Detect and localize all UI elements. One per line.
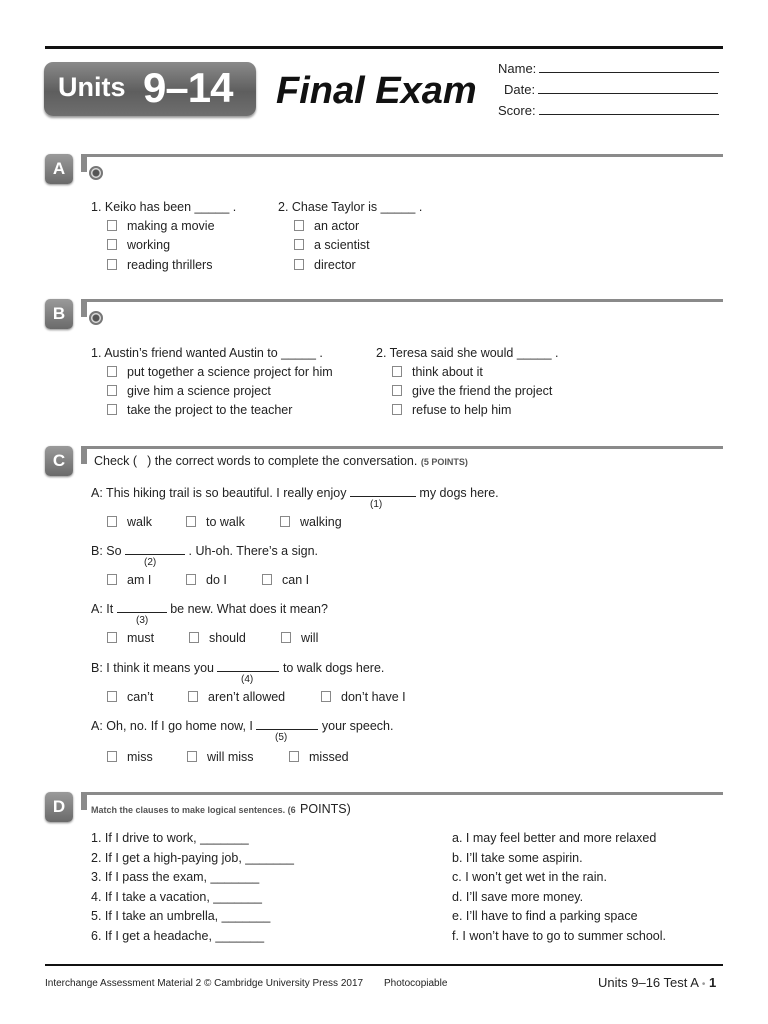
checkbox[interactable] [107, 751, 117, 762]
points-label: (5 POINTS) [420, 457, 468, 467]
section-d-notch [81, 792, 87, 810]
footer-photocopiable: Photocopiable [384, 978, 448, 989]
option[interactable]: walk [107, 515, 152, 529]
checkbox[interactable] [262, 574, 272, 585]
option[interactable]: am I [107, 573, 151, 587]
name-line[interactable] [539, 60, 719, 73]
checkbox[interactable] [289, 751, 299, 762]
blank-number: (3) [136, 615, 149, 626]
blank-number: (4) [241, 674, 254, 685]
option[interactable]: missed [289, 750, 349, 764]
section-a-q2-option[interactable]: a scientist [294, 238, 370, 252]
option[interactable]: must [107, 631, 154, 645]
clause-left: 1. If I drive to work, _______ [91, 831, 249, 845]
clause-right: d. I’ll save more money. [452, 890, 584, 904]
bullet: • [701, 979, 706, 990]
option[interactable]: can’t [107, 690, 153, 704]
audio-icon[interactable] [89, 166, 103, 180]
blank-number: (1) [370, 499, 383, 510]
checkbox[interactable] [107, 632, 117, 643]
section-b-badge: B [45, 299, 73, 329]
checkbox[interactable] [107, 574, 117, 585]
date-field: Date: [504, 81, 718, 97]
checkbox[interactable] [321, 691, 331, 702]
clause-left: 4. If I take a vacation, _______ [91, 890, 262, 904]
section-d-instruction: Match the clauses to make logical sentences. (6 POINTS) [91, 802, 351, 816]
answer-blank[interactable] [256, 717, 318, 730]
section-b-q1-option[interactable]: give him a science project [107, 384, 271, 398]
blank-number: (2) [144, 557, 157, 568]
checkbox[interactable] [107, 385, 117, 396]
section-c-instruction: Check ( ) the correct words to complete the conversation. (5 POINTS) [94, 454, 468, 468]
section-b-q2-option[interactable]: refuse to help him [392, 403, 511, 417]
clause-right: f. I won’t have to go to summer school. [452, 929, 666, 943]
footer-rule [45, 964, 723, 966]
option[interactable]: will [281, 631, 318, 645]
section-b-q2-prompt: 2. Teresa said she would _____ . [376, 346, 559, 360]
checkbox[interactable] [107, 239, 117, 250]
clause-left: 6. If I get a headache, _______ [91, 929, 265, 943]
blank-number: (5) [275, 732, 288, 743]
section-a-q2-prompt: 2. Chase Taylor is _____ . [278, 200, 423, 214]
checkbox[interactable] [280, 516, 290, 527]
section-c-notch [81, 446, 87, 464]
section-b-q2-option[interactable]: think about it [392, 365, 483, 379]
answer-blank[interactable] [125, 542, 185, 555]
section-b-q1-option[interactable]: put together a science project for him [107, 365, 333, 379]
clause-right: c. I won’t get wet in the rain. [452, 870, 607, 884]
section-b-q1-option[interactable]: take the project to the teacher [107, 403, 292, 417]
section-a-q1-option[interactable]: reading thrillers [107, 258, 212, 272]
dialogue-line: A: This hiking trail is so beautiful. I really enjoy my dogs here. [91, 486, 499, 500]
checkbox[interactable] [107, 404, 117, 415]
clause-right: e. I’ll have to find a parking space [452, 909, 638, 923]
option[interactable]: to walk [186, 515, 245, 529]
checkbox[interactable] [392, 404, 402, 415]
date-line[interactable] [538, 81, 718, 94]
checkbox[interactable] [188, 691, 198, 702]
units-range: 9–14 [143, 64, 233, 111]
name-field: Name: [498, 60, 719, 76]
points-label: POINTS) [300, 802, 351, 816]
option[interactable]: can I [262, 573, 309, 587]
dialogue-line: B: So . Uh-oh. There’s a sign. [91, 544, 319, 558]
option[interactable]: do I [186, 573, 227, 587]
section-a-badge: A [45, 154, 73, 184]
section-d-rule [85, 792, 723, 795]
checkbox[interactable] [294, 220, 304, 231]
section-c-rule [85, 446, 723, 449]
section-b-q1-prompt: 1. Austin’s friend wanted Austin to _____ . [91, 346, 323, 360]
option[interactable]: aren’t allowed [188, 690, 285, 704]
checkbox[interactable] [107, 220, 117, 231]
section-a-q1-prompt: 1. Keiko has been _____ . [91, 200, 237, 214]
section-a-notch [81, 154, 87, 172]
checkbox[interactable] [107, 259, 117, 270]
test-label: Units 9–16 Test A [598, 975, 699, 990]
option[interactable]: will miss [187, 750, 254, 764]
footer-copyright: Interchange Assessment Material 2 © Cambridge University Press 2017 [45, 978, 364, 989]
checkbox[interactable] [186, 574, 196, 585]
section-b-q2-option[interactable]: give the friend the project [392, 384, 552, 398]
clause-left: 3. If I pass the exam, _______ [91, 870, 260, 884]
section-a-rule [85, 154, 723, 157]
option[interactable]: walking [280, 515, 342, 529]
checkbox[interactable] [294, 259, 304, 270]
section-a-q2-option[interactable]: an actor [294, 219, 359, 233]
option[interactable]: don’t have I [321, 690, 406, 704]
answer-blank[interactable] [350, 484, 416, 497]
section-a-q1-option[interactable]: making a movie [107, 219, 215, 233]
units-badge [44, 62, 256, 116]
checkbox[interactable] [189, 632, 199, 643]
footer-test-info [598, 975, 716, 990]
clause-left: 2. If I get a high-paying job, _______ [91, 851, 294, 865]
score-line[interactable] [539, 102, 719, 115]
checkbox[interactable] [187, 751, 197, 762]
clause-left: 5. If I take an umbrella, _______ [91, 909, 271, 923]
clause-right: b. I’ll take some aspirin. [452, 851, 583, 865]
units-label: Units [58, 72, 126, 102]
option[interactable]: should [189, 631, 246, 645]
section-a-q2-option[interactable]: director [294, 258, 356, 272]
section-c-badge: C [45, 446, 73, 476]
checkbox[interactable] [392, 385, 402, 396]
dialogue-line: A: It be new. What does it mean? [91, 602, 328, 616]
section-a-q1-option[interactable]: working [107, 238, 170, 252]
score-field: Score: [498, 102, 719, 118]
section-b-notch [81, 299, 87, 317]
checkbox[interactable] [107, 516, 117, 527]
option[interactable]: miss [107, 750, 153, 764]
page-title: Final Exam [276, 70, 477, 112]
answer-blank[interactable] [217, 659, 279, 672]
checkbox[interactable] [281, 632, 291, 643]
checkbox[interactable] [186, 516, 196, 527]
page-number: 1 [708, 975, 717, 990]
audio-icon[interactable] [89, 311, 103, 325]
checkbox[interactable] [107, 691, 117, 702]
dialogue-line: B: I think it means you to walk dogs here. [91, 661, 385, 675]
checkbox[interactable] [294, 239, 304, 250]
section-d-badge: D [45, 792, 73, 822]
answer-blank[interactable] [117, 600, 167, 613]
checkbox[interactable] [107, 366, 117, 377]
clause-right: a. I may feel better and more relaxed [452, 831, 657, 845]
top-rule [45, 46, 723, 49]
dialogue-line: A: Oh, no. If I go home now, I your speech. [91, 719, 394, 733]
checkbox[interactable] [392, 366, 402, 377]
section-b-rule [85, 299, 723, 302]
